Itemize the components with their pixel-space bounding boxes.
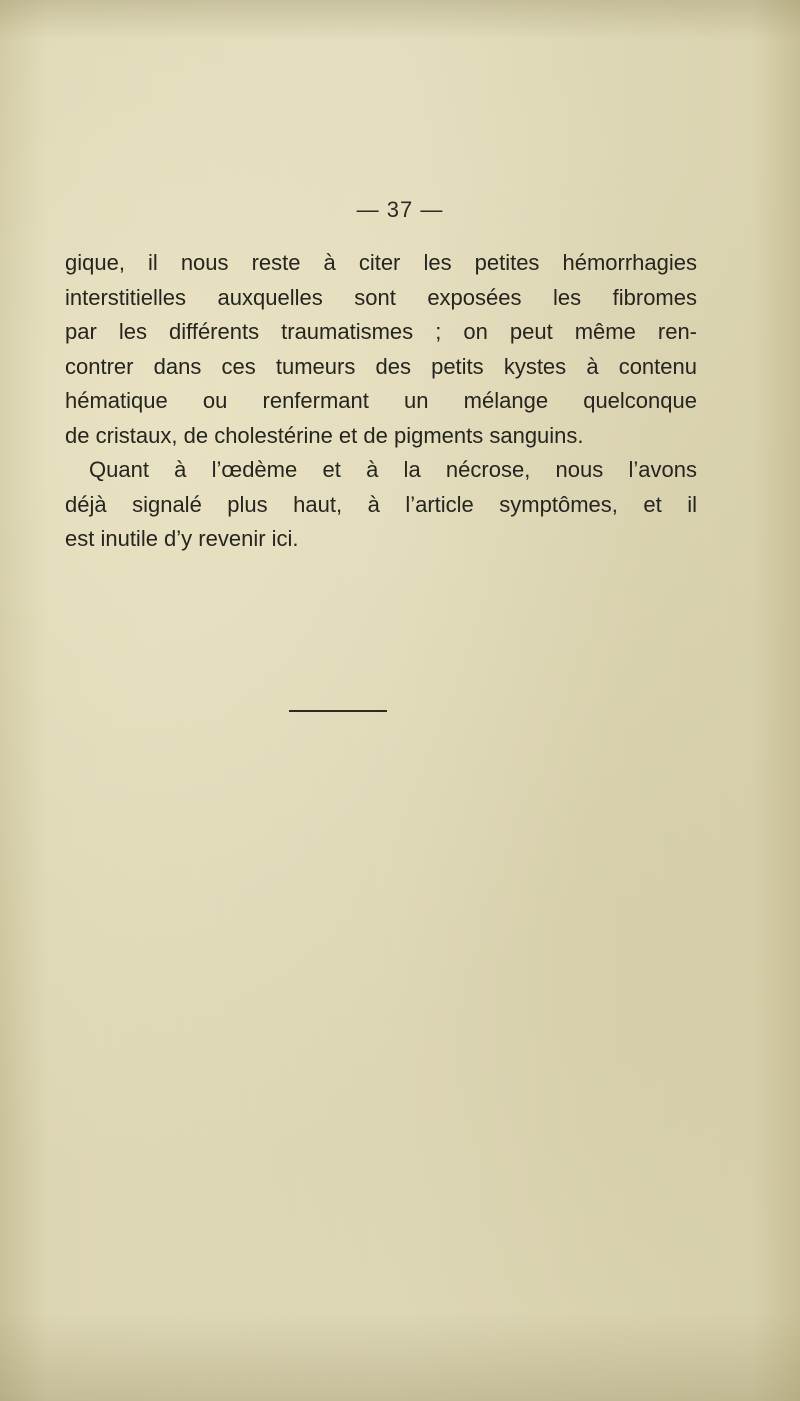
- text-line: de cristaux, de cholestérine et de pigments sanguins.: [65, 422, 584, 448]
- text-line: hématique ou renfermant un mélange quelconque: [65, 388, 697, 413]
- page-shadow-bottom: [0, 1311, 800, 1401]
- text-line: déjà signalé plus haut, à l’article symptômes, et il: [65, 491, 697, 517]
- text-line: interstitielles auxquelles sont exposées les fibromes: [65, 284, 697, 310]
- text-line: contrer dans ces tumeurs des petits kystes à contenu: [65, 353, 697, 379]
- page-number: — 37 —: [356, 197, 444, 222]
- text-line: est inutile d’y revenir ici.: [65, 526, 299, 551]
- text-line: par les différents traumatismes ; on peut même ren-: [65, 319, 697, 344]
- body-text: [65, 246, 697, 557]
- section-divider: [289, 710, 387, 712]
- text-line: gique, il nous reste à citer les petites hémorrhagies: [65, 250, 697, 275]
- page-shadow-top: [0, 0, 800, 40]
- text-line: Quant à l’œdème et à la nécrose, nous l’avons: [89, 457, 697, 482]
